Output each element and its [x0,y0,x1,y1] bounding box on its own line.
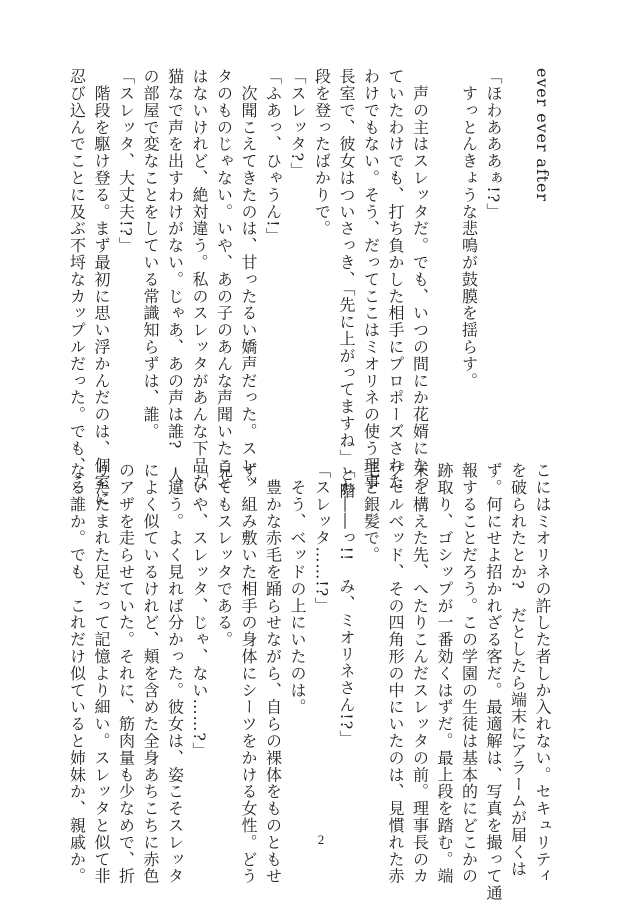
text-line: 声の主はスレッタだ。でも、いつの間にか花婿になっ [410,68,430,491]
text-line: ever ever after [533,68,552,202]
text-line: 次聞こえてきたのは、甘ったるい嬌声だった。スレッ [239,68,258,491]
text-line: そう、ベッドの上にいたのは。 [288,462,307,716]
text-line: 報することだろう。この学園の生徒は基本的にどこかの [459,462,479,885]
text-line: 「スレッタ?」 [288,68,307,179]
text-line: を破られたとか? だとしたら端末にアラームが届くは [508,462,528,878]
text-line: りたたまれた足だって記憶より細い。スレッタと似て非 [92,462,111,885]
text-line: 階段を駆け登る。まず最初に思い浮かんだのは、個室に [92,68,111,508]
text-block-bottom [64,462,554,901]
text-line: 跡取り、ゴシップが一番効くはずだ。最上段を踏む。端 [435,462,454,885]
text-line: すっとんきょうな悲鳴が鼓膜を揺らす。 [459,68,479,390]
text-line: こにはミオリネの許した者しか入れない。セキュリティ [533,462,552,885]
text-line: ず。何にせよ招かれざる客だ。最適解は、写真を撮って通 [484,462,503,901]
text-line: 末を構えた先、へたりこんだスレッタの前。理事長のカ [410,462,430,885]
text-line: によく似ているけれど、頬を含めた全身あちこちに赤色 [141,462,160,885]
text-line: 「スレッタ、大丈夫!?」 [116,68,136,254]
text-block-top [64,68,554,508]
text-line: ず、組み敷いた相手の身体にシーツをかける女性。どう [239,462,258,885]
text-line: はないけれど、絶対違う。私のスレッタがあんな下品な [190,68,209,491]
page-number: 2 [317,832,325,847]
text-line: プセルベッド、その四角形の中にいたのは、見慣れた赤 [386,462,405,885]
text-line [505,68,530,428]
text-line: タのものじゃない。いや、あの子のあんな声聞いたこと [214,68,234,491]
text-line: 「いや、スレッタ、じゃ、ない……?」 [190,462,209,759]
text-line: なる誰か。でも、これだけ似ていると姉妹か、親戚か。 [67,462,87,885]
text-line: の部屋で変なことをしている常識知らずは、誰。 [141,68,160,440]
text-line: 忍び込んでことに及ぶ不埒なカップルだった。でも、こ [67,68,87,491]
text-line: わけでもない。そう、だってここはミオリネの使う理事 [361,68,381,491]
text-line: 「スレッタ……!?」 [312,462,332,615]
text-line: 猫なで声を出すわけがない。じゃあ、あの声は誰? 人 [165,68,185,484]
text-line: 「ほわあああぁ!?」 [484,68,503,221]
text-line: 豊かな赤毛を踊らせながら、自らの裸体をものともせ [263,462,283,885]
text-line: 長室で、彼女はついさっき、「先に上がってますね」と階 [337,68,356,500]
text-line: 見てもスレッタである。 [214,462,234,648]
text-line: 「ふあっ、ひゃうん!」 [263,68,283,245]
text-line [432,68,457,428]
text-line: 毛と銀髪で。 [361,462,381,564]
text-line: 違う。よく見れば分かった。彼女は、姿こそスレッタ [165,462,185,885]
text-line: 「わ――っ!! み、ミオリネさん!?」 [337,462,356,747]
text-line: 段を登ったばかりで。 [312,68,332,237]
text-line: のアザを走らせていた。それに、筋肉量も少なめで、折 [116,462,136,885]
text-line: ていたわけでも、打ち負かした相手にプロポーズされた [386,68,405,491]
